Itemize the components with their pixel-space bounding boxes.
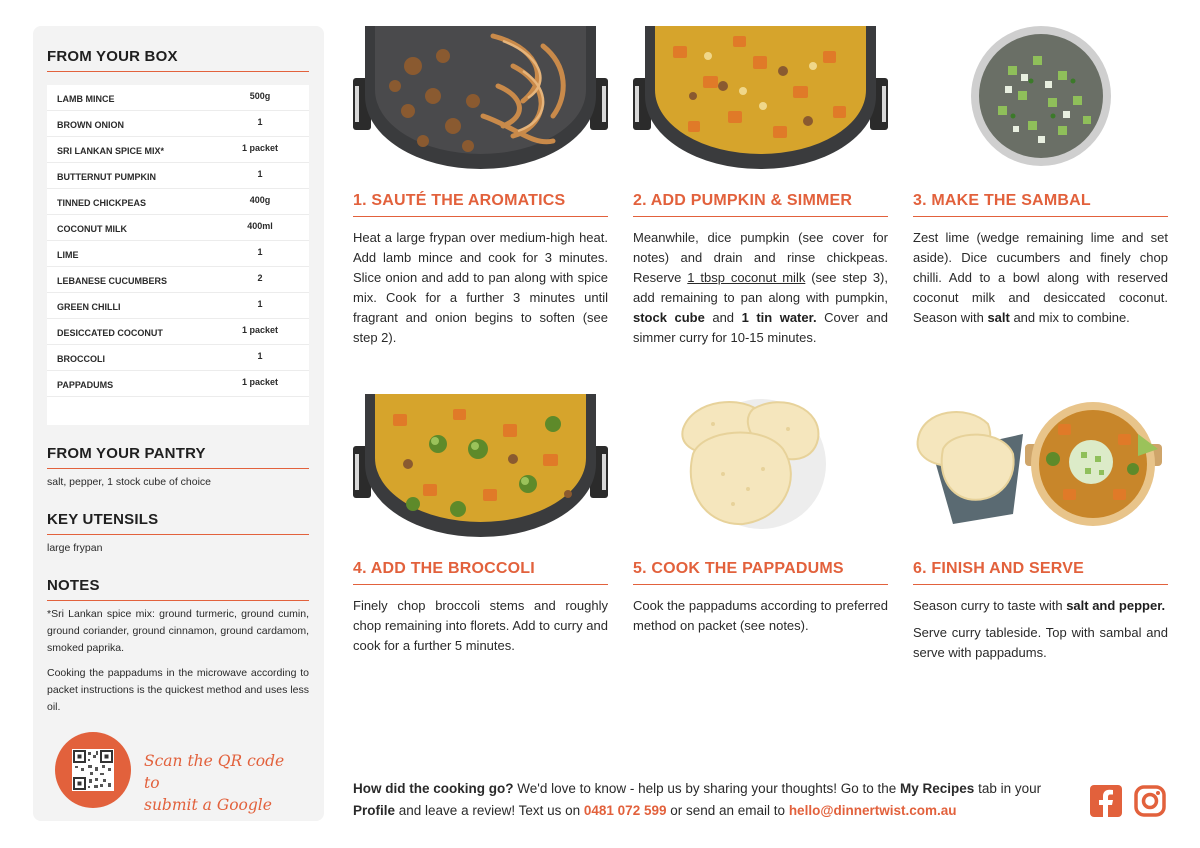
divider [633,584,888,585]
notes-text-1: *Sri Lankan spice mix: ground turmeric, ground cumin, ground coriander, ground cinnamon, ground cardamom, smoked paprika. [47,608,309,654]
ingredients-table [47,85,309,425]
divider [47,71,309,72]
pantry-text: salt, pepper, 1 stock cube of choice [47,476,212,488]
step-3-text: Zest lime (wedge remaining lime and set aside). Dice cucumbers and finely chop chilli. Add to a bowl along with reserved coconut milk and desiccated coconut. Season with salt and mix to combine. [913,230,1168,325]
table-row: LAMB MINCE 500g [47,85,309,111]
step-1-text: Heat a large frypan over medium-high heat. Add lamb mince and cook for 3 minutes. Slice onion and add to pan along with spice mix. Cook for a further 3 minutes until fragrant and onion begins to soften (see step 2). [353,230,608,345]
table-row: BROWN ONION 1 [47,111,309,137]
divider [913,216,1168,217]
pantry-heading: FROM YOUR PANTRY [47,445,206,462]
step-6-title: 6. FINISH AND SERVE [913,560,1084,577]
step-6-photo [913,394,1168,537]
step-5-title: 5. COOK THE PAPPADUMS [633,560,844,577]
table-row: PAPPADUMS 1 packet [47,371,309,397]
facebook-icon[interactable] [1090,785,1122,817]
instagram-icon[interactable] [1134,785,1166,817]
step-1-photo [353,26,608,169]
step-6-text-1: Season curry to taste with salt and pepper. [913,598,1166,613]
divider [47,600,309,601]
step-3-title: 3. MAKE THE SAMBAL [913,192,1091,209]
table-row: BUTTERNUT PUMPKIN 1 [47,163,309,189]
step-5-text: Cook the pappadums according to preferred method on packet (see notes). [633,598,888,633]
qr-badge[interactable] [55,732,131,808]
table-row: LEBANESE CUCUMBERS 2 [47,267,309,293]
divider [913,584,1168,585]
qr-code-icon [72,749,114,791]
from-your-box-heading: FROM YOUR BOX [47,48,178,65]
step-5-photo [633,394,888,537]
email-link[interactable]: hello@dinnertwist.com.au [788,802,957,818]
table-row: DESICCATED COCONUT 1 packet [47,319,309,345]
table-row: LIME 1 [47,241,309,267]
qr-caption: Scan the QR code to submit a Google [144,752,285,814]
step-2-photo [633,26,888,169]
step-3-photo [913,26,1168,169]
divider [47,534,309,535]
sidebar [33,26,324,821]
step-2-text: Meanwhile, dice pumpkin (see cover for notes) and drain and rinse chickpeas. Reserve 1 tbsp coconut milk (see step 3), add remaining to pan along with pumpkin, stock cube and 1 tin water. Cover and simmer curry for 10-15 minutes. [633,230,888,345]
table-row: GREEN CHILLI 1 [47,293,309,319]
step-4-photo [353,394,608,537]
feedback-footer: How did the cooking go? We'd love to know - help us by sharing your thoughts! Go to the My Recipes tab in your Profile and leave a review! Text us on 0481 072 599 or send an email to hello@dinnertwist.com.au [353,781,1042,818]
table-row: BROCCOLI 1 [47,345,309,371]
divider [353,584,608,585]
step-4-text: Finely chop broccoli stems and roughly chop remaining into florets. Add to curry and cook for a further 5 minutes. [353,598,608,653]
notes-text-2: Cooking the pappadums in the microwave according to packet instructions is the quickest method and uses less oil. [47,667,309,713]
divider [633,216,888,217]
divider [47,468,309,469]
step-4-title: 4. ADD THE BROCCOLI [353,560,535,577]
step-2-title: 2. ADD PUMPKIN & SIMMER [633,192,853,209]
table-row: COCONUT MILK 400ml [47,215,309,241]
table-row: SRI LANKAN SPICE MIX* 1 packet [47,137,309,163]
notes-heading: NOTES [47,577,100,594]
phone-link[interactable]: 0481 072 599 [583,802,667,818]
utensils-text: large frypan [47,542,103,554]
table-row: TINNED CHICKPEAS 400g [47,189,309,215]
utensils-heading: KEY UTENSILS [47,511,159,528]
divider [353,216,608,217]
step-6-text-2: Serve curry tableside. Top with sambal and serve with pappadums. [913,625,1168,660]
step-1-title: 1. SAUTÉ THE AROMATICS [353,192,566,209]
